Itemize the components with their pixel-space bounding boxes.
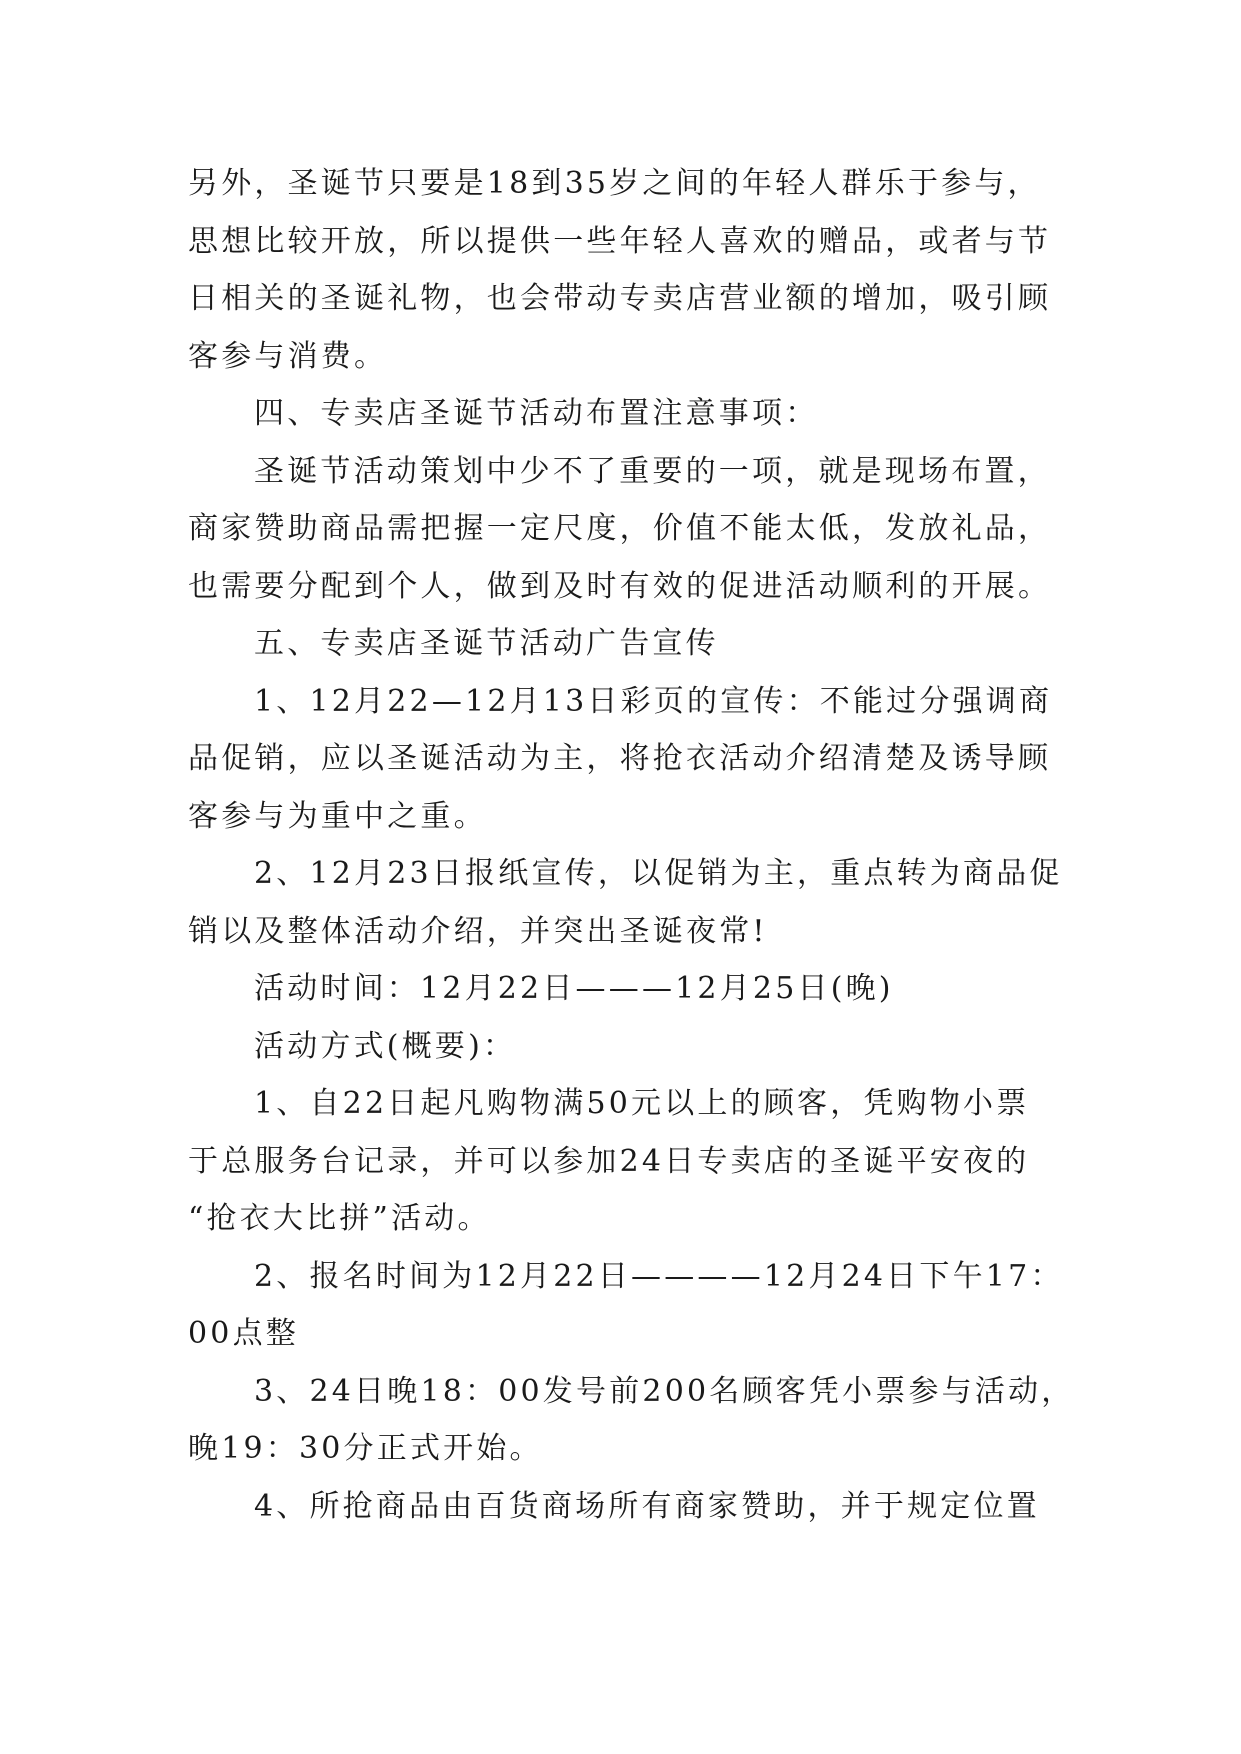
paragraph — [188, 1478, 1068, 1536]
paragraph — [188, 155, 1068, 385]
paragraph — [188, 1363, 1075, 1478]
paragraph — [188, 1018, 1068, 1076]
paragraph — [188, 960, 1068, 1018]
text-line: 也需要分配到个人，做到及时有效的促进活动顺利的开展。 — [188, 568, 1052, 604]
text-line: 品促销，应以圣诞活动为主，将抢衣活动介绍清楚及诱导顾 — [188, 741, 1052, 776]
text-line: 1、自22日起凡购物满50元以上的顾客，凭购物小票 — [254, 1086, 1030, 1121]
document-body — [188, 155, 1075, 1535]
text-line: 四、专卖店圣诞节活动布置注意事项： — [254, 396, 819, 431]
text-line: 思想比较开放，所以提供一些年轻人喜欢的赠品，或者与节 — [188, 223, 1052, 259]
section-heading — [188, 615, 1068, 673]
text-line: 圣诞节活动策划中少不了重要的一项，就是现场布置， — [254, 453, 1051, 489]
text-line: 3、24日晚18：00发号前200名顾客凭小票参与活动， — [254, 1373, 1075, 1409]
text-line: 日相关的圣诞礼物，也会带动专卖店营业额的增加，吸引顾 — [188, 281, 1052, 316]
text-line: 另外，圣诞节只要是18到35岁之间的年轻人群乐于参与， — [188, 166, 1041, 201]
text-line: 00点整 — [188, 1316, 299, 1351]
text-line: 活动方式(概要)： — [254, 1028, 517, 1064]
text-line: 于总服务台记录，并可以参加24日专卖店的圣诞平安夜的 — [188, 1143, 1030, 1179]
paragraph — [188, 673, 1068, 846]
paragraph — [188, 845, 1068, 960]
paragraph — [188, 443, 1068, 616]
text-line: “抢衣大比拼”活动。 — [188, 1201, 491, 1236]
text-line: 五、专卖店圣诞节活动广告宣传 — [254, 626, 719, 661]
text-line: 2、报名时间为12月22日————12月24日下午17： — [254, 1258, 1064, 1294]
text-line: 客参与为重中之重。 — [188, 798, 487, 834]
text-line: 商家赞助商品需把握一定尺度，价值不能太低，发放礼品， — [188, 511, 1052, 546]
text-line: 客参与消费。 — [188, 338, 388, 374]
paragraph — [188, 1075, 1068, 1248]
text-line: 2、12月23日报纸宣传，以促销为主，重点转为商品促 — [254, 856, 1063, 891]
text-line: 销以及整体活动介绍，并突出圣诞夜常! — [188, 913, 768, 949]
text-line: 活动时间：12月22日———12月25日(晚) — [254, 971, 894, 1006]
text-line: 1、12月22—12月13日彩页的宣传：不能过分强调商 — [254, 683, 1053, 719]
paragraph — [188, 1248, 1068, 1363]
text-line: 晚19：30分正式开始。 — [188, 1431, 543, 1466]
text-line: 4、所抢商品由百货商场所有商家赞助，并于规定位置 — [254, 1488, 1040, 1524]
section-heading — [188, 385, 1068, 443]
